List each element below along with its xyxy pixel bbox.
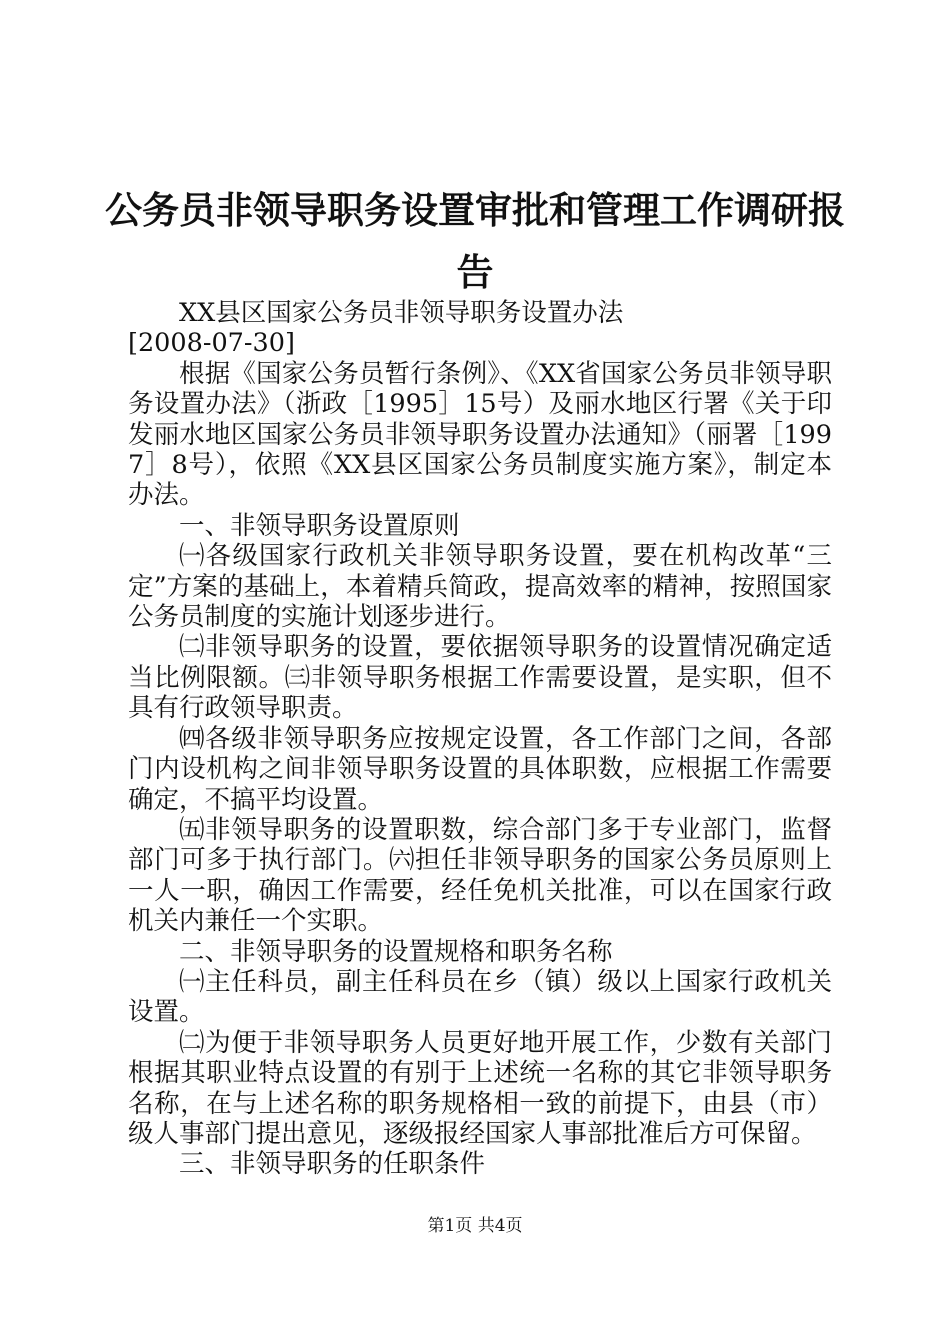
paragraph: ㈠主任科员，副主任科员在乡（镇）级以上国家行政机关设置。: [128, 966, 832, 1028]
document-title: 公务员非领导职务设置审批和管理工作调研报告: [105, 189, 845, 294]
paragraph: ㈠各级国家行政机关非领导职务设置，要在机构改革“三定”方案的基础上，本着精兵简政，提高效率的精神，按照国家公务员制度的实施计划逐步进行。: [128, 541, 832, 633]
section-heading: 二、非领导职务的设置规格和职务名称: [179, 936, 613, 967]
paragraph: 根据《国家公务员暂行条例》、《XX省国家公务员非领导职务设置办法》（浙政［1995］15号）及丽水地区行署《关于印发丽水地区国家公务员非领导职务设置办法通知》（丽署［1997］8号），依照《XX县区国家公务员制度实施方案》，制定本办法。: [128, 358, 832, 511]
paragraph-date: [2008-07-30]: [128, 328, 295, 359]
document-body: [128, 298, 832, 1180]
paragraph: ㈣各级非领导职务应按规定设置，各工作部门之间，各部门内设机构之间非领导职务设置的具体职数，应根据工作需要确定，不搞平均设置。: [128, 723, 832, 815]
paragraph: ㈡为便于非领导职务人员更好地开展工作，少数有关部门根据其职业特点设置的有别于上述统一名称的其它非领导职务名称，在与上述名称的职务规格相一致的前提下，由县（市）级人事部门提出意见，逐级报经国家人事部批准后方可保留。: [128, 1027, 832, 1149]
paragraph: ㈤非领导职务的设置职数，综合部门多于专业部门，监督部门可多于执行部门。㈥担任非领导职务的国家公务员原则上一人一职，确因工作需要，经任免机关批准，可以在国家行政机关内兼任一个实职。: [128, 814, 832, 937]
paragraph: ㈡非领导职务的设置，要依据领导职务的设置情况确定适当比例限额。㈢非领导职务根据工作需要设置，是实职，但不具有行政领导职责。: [128, 632, 832, 724]
page-footer: 第1页 共4页: [427, 1216, 523, 1236]
section-heading: 一、非领导职务设置原则: [179, 510, 460, 541]
paragraph-subtitle: XX县区国家公务员非领导职务设置办法: [179, 298, 624, 328]
section-heading: 三、非领导职务的任职条件: [179, 1149, 486, 1180]
